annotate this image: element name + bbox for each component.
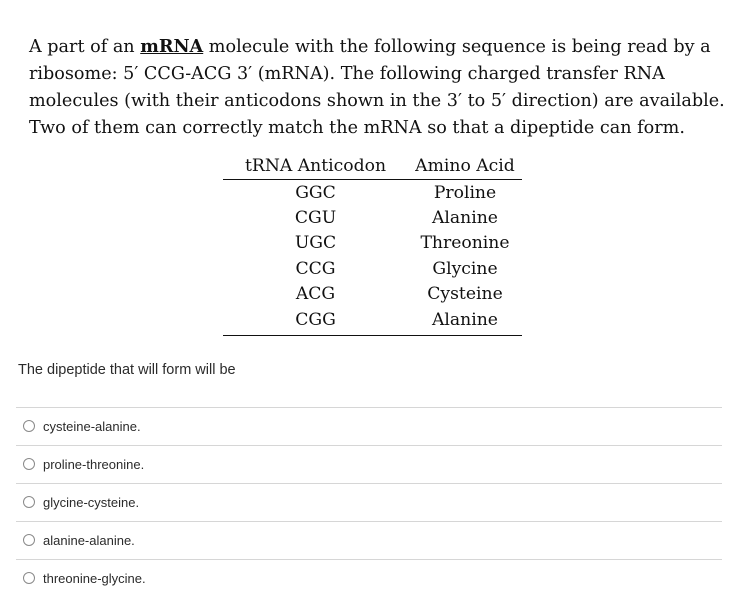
anticodon-cell: CGG xyxy=(295,309,336,330)
table-row xyxy=(223,205,522,230)
question-prompt: The dipeptide that will form will be xyxy=(18,362,236,378)
question-line xyxy=(29,33,729,61)
table-header xyxy=(223,153,522,180)
answer-options xyxy=(16,407,722,597)
option-label[interactable]: glycine-cysteine. xyxy=(43,494,140,510)
option-label[interactable]: cysteine-alanine. xyxy=(43,418,141,434)
anticodon-cell: ACG xyxy=(295,284,336,305)
mrna-term: mRNA xyxy=(140,36,204,57)
radio-button[interactable] xyxy=(23,458,35,470)
amino-acid-cell: Proline xyxy=(433,182,497,203)
amino-acid-cell: Alanine xyxy=(432,309,498,330)
radio-button[interactable] xyxy=(23,572,35,584)
question-text xyxy=(29,33,729,142)
amino-acid-cell: Glycine xyxy=(432,258,498,279)
anticodon-cell: CGU xyxy=(294,208,337,229)
header-amino-acid: Amino Acid xyxy=(415,156,515,176)
amino-acid-cell: Alanine xyxy=(432,208,498,229)
question-line-text: A part of an xyxy=(29,37,141,57)
header-anticodon: tRNA Anticodon xyxy=(244,156,387,176)
question-line xyxy=(29,88,729,115)
amino-acid-cell: Threonine xyxy=(420,233,510,254)
radio-button[interactable] xyxy=(23,496,35,508)
answer-option[interactable] xyxy=(16,521,722,558)
answer-option[interactable] xyxy=(16,483,722,520)
table-row xyxy=(223,307,522,332)
trna-table xyxy=(223,153,522,336)
question-line-text: Two of them can correctly match the mRNA so that a dipeptide can form. xyxy=(29,118,685,138)
radio-button[interactable] xyxy=(23,420,35,432)
question-line-text: molecules (with their anticodons shown in the 3′ to 5′ direction) are available. xyxy=(29,91,725,111)
question-line-text: molecule with the following sequence is being read by a xyxy=(203,37,711,57)
table-body xyxy=(223,180,522,336)
anticodon-cell: UGC xyxy=(294,233,337,254)
anticodon-cell: GGC xyxy=(295,182,336,203)
question-line xyxy=(29,61,729,88)
radio-button[interactable] xyxy=(23,534,35,546)
table-row xyxy=(223,256,522,281)
anticodon-cell: CCG xyxy=(295,258,336,279)
option-label[interactable]: proline-threonine. xyxy=(43,456,145,472)
answer-option[interactable] xyxy=(16,445,722,482)
answer-option[interactable] xyxy=(16,559,722,596)
amino-acid-cell: Cysteine xyxy=(427,284,503,305)
question-line xyxy=(29,115,729,142)
table-row xyxy=(223,282,522,307)
table-row xyxy=(223,231,522,256)
option-label[interactable]: threonine-glycine. xyxy=(43,570,146,586)
option-label[interactable]: alanine-alanine. xyxy=(43,532,135,548)
table-row xyxy=(223,180,522,205)
answer-option[interactable] xyxy=(16,407,722,444)
question-line-text: ribosome: 5′ CCG-ACG 3′ (mRNA). The following charged transfer RNA xyxy=(29,64,665,84)
